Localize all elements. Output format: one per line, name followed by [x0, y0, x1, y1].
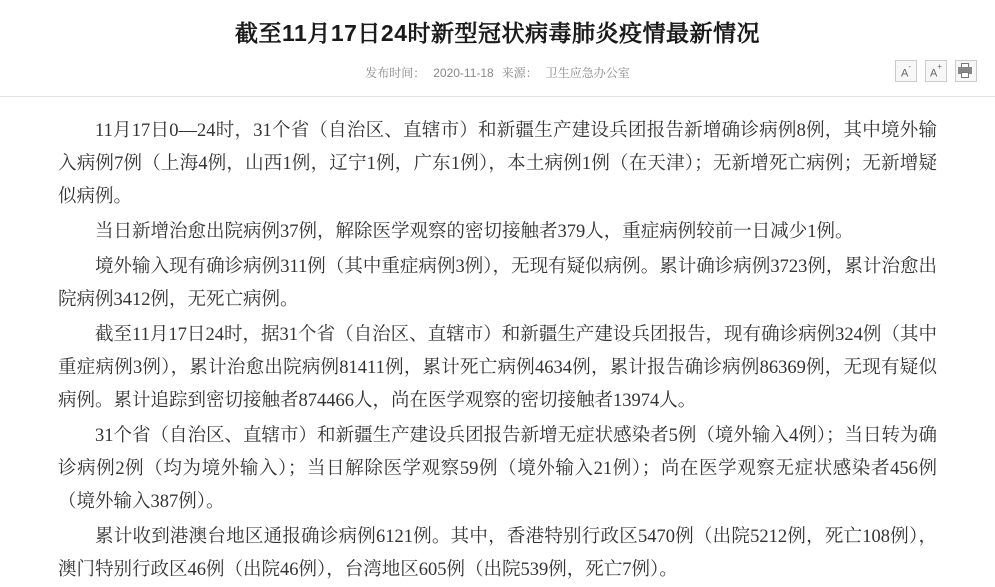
- font-decrease-sup: -: [908, 62, 911, 71]
- meta-row: [0, 64, 995, 90]
- font-decrease-label: A: [900, 67, 909, 80]
- article-body: [0, 97, 995, 587]
- font-increase-button[interactable]: [925, 60, 947, 82]
- publish-time-value: 2020-11-18: [433, 66, 494, 80]
- article-paragraph: 31个省（自治区、直辖市）和新疆生产建设兵团报告新增无症状感染者5例（境外输入4例）；当日转为确诊病例2例（均为境外输入）；当日解除医学观察59例（境外输入21例）；尚在医学观察无症状感染者456例（境外输入387例）。: [58, 426, 937, 512]
- print-icon[interactable]: [955, 60, 977, 82]
- article-paragraph: 截至11月17日24时，据31个省（自治区、直辖市）和新疆生产建设兵团报告，现有确诊病例324例（其中重症病例3例），累计治愈出院病例81411例，累计死亡病例4634例，累计报告确诊病例86369例，无现有疑似病例。累计追踪到密切接触者874466人，尚在医学观察的密切接触者13974人。: [58, 325, 937, 411]
- source-label: 来源：: [501, 66, 538, 80]
- document-header: [0, 0, 995, 97]
- font-decrease-button[interactable]: [895, 60, 917, 82]
- article-paragraph: 11月17日0—24时，31个省（自治区、直辖市）和新疆生产建设兵团报告新增确诊病例8例，其中境外输入病例7例（上海4例，山西1例，辽宁1例，广东1例），本土病例1例（在天津）；无新增死亡病例；无新增疑似病例。: [58, 121, 937, 207]
- article-paragraph: 当日新增治愈出院病例37例，解除医学观察的密切接触者379人，重症病例较前一日减少1例。: [95, 222, 854, 242]
- publish-time-label: 发布时间：: [365, 66, 426, 80]
- article-tools: [895, 60, 977, 82]
- meta-info: [361, 64, 634, 81]
- source-value: 卫生应急办公室: [545, 66, 630, 80]
- font-increase-sup: +: [937, 62, 942, 71]
- page-title: 截至11月17日24时新型冠状病毒肺炎疫情最新情况: [235, 20, 760, 46]
- article-paragraph: 累计收到港澳台地区通报确诊病例6121例。其中，香港特别行政区5470例（出院5212例，死亡108例），澳门特别行政区46例（出院46例），台湾地区605例（出院539例，死亡7例）。: [58, 527, 937, 580]
- printer-tray-shape: [961, 72, 969, 78]
- article-paragraph: 境外输入现有确诊病例311例（其中重症病例3例），无现有疑似病例。累计确诊病例3723例，累计治愈出院病例3412例，无死亡病例。: [58, 257, 937, 310]
- font-increase-label: A: [929, 67, 938, 80]
